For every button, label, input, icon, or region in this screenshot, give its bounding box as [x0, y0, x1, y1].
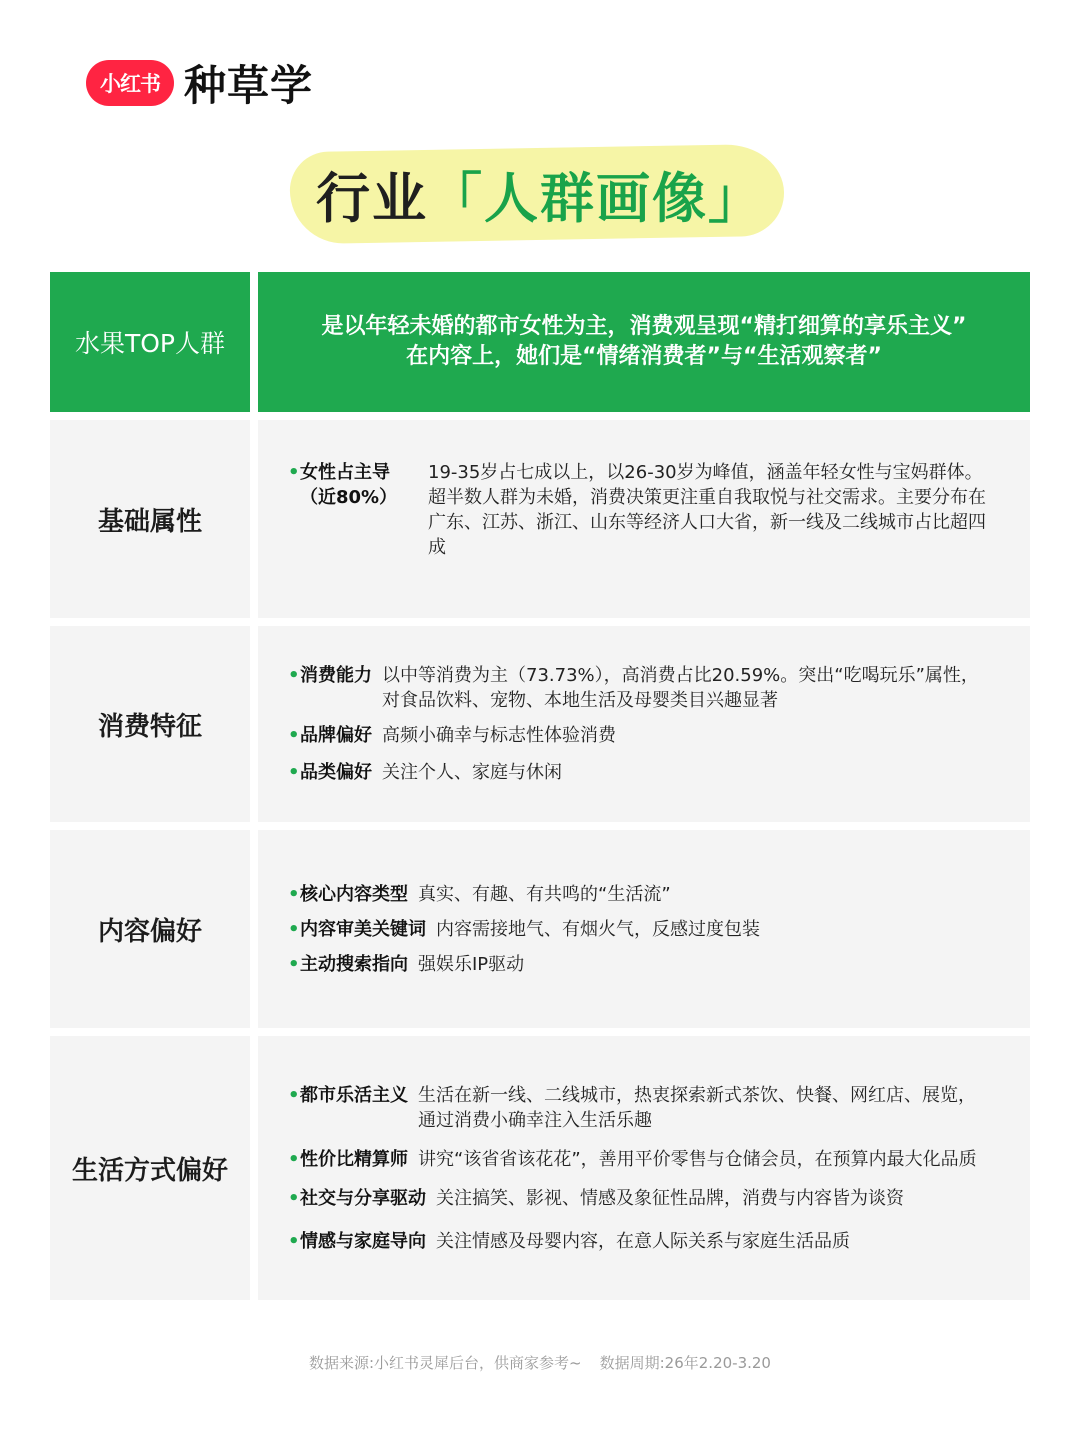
- table-header-row: [50, 272, 1030, 412]
- table-row-lifestyle: [50, 1036, 1030, 1300]
- item-key: 品类偏好: [300, 762, 372, 783]
- data-source-footer: [0, 1352, 1080, 1373]
- list-item: [288, 1186, 992, 1211]
- item-text: 关注搞笑、影视、情感及象征性品牌，消费与内容皆为谈资: [436, 1187, 904, 1209]
- header-left-cell: 水果TOP人群: [50, 272, 250, 412]
- bullet-dot-icon: •: [288, 1148, 300, 1170]
- item-key: 消费能力: [300, 665, 372, 686]
- item-text: 内容需接地气、有烟火气，反感过度包装: [436, 918, 760, 940]
- bullet-dot-icon: •: [288, 1230, 300, 1252]
- item-key: 性价比精算师: [300, 1148, 408, 1170]
- item-text: 真实、有趣、有共鸣的“生活流”: [418, 883, 671, 905]
- row-content: [258, 830, 1030, 1028]
- item-key: 主动搜索指向: [300, 953, 408, 975]
- bullet-dot-icon: •: [288, 725, 300, 746]
- table-row-content-preference: [50, 830, 1030, 1028]
- item-text: 高频小确幸与标志性体验消费: [382, 725, 616, 746]
- data-period-text: 数据周期:26年2.20-3.20: [599, 1354, 771, 1372]
- bullet-dot-icon: •: [288, 953, 300, 975]
- bullet-dot-icon: •: [288, 1187, 300, 1209]
- row-content: [258, 420, 1030, 618]
- persona-table: [50, 272, 1030, 1308]
- page-title: [290, 144, 790, 244]
- title-main: 行业: [316, 166, 428, 230]
- row-label: 内容偏好: [50, 830, 250, 1028]
- item-key: 情感与家庭导向: [300, 1230, 426, 1252]
- list-item: [288, 1229, 992, 1254]
- data-source-text: 数据来源:小红书灵犀后台，供商家参考~: [309, 1354, 582, 1372]
- bullet-dot-icon: •: [288, 1084, 300, 1106]
- item-text: 关注个人、家庭与休闲: [382, 762, 562, 783]
- bullet-dot-icon: •: [288, 883, 300, 905]
- item-text: 19-35岁占七成以上，以26-30岁为峰值，涵盖年轻女性与宝妈群体。超半数人群为未婚，消费决策更注重自我取悦与社交需求。主要分布在广东、江苏、浙江、山东等经济人口大省，新一线及二线城市占比超四成: [428, 462, 986, 558]
- list-item: [288, 723, 992, 748]
- item-key: 内容审美关键词: [300, 918, 426, 940]
- title-accent: 「人群画像」: [428, 166, 764, 230]
- item-text: 以中等消费为主（73.73%），高消费占比20.59%。突出“吃喝玩乐”属性，对食品饮料、宠物、本地生活及母婴类目兴趣显著: [382, 665, 979, 711]
- list-item: [288, 952, 992, 977]
- item-key: 社交与分享驱动: [300, 1187, 426, 1209]
- list-item: [288, 1147, 992, 1172]
- row-label: 基础属性: [50, 420, 250, 618]
- row-label: 消费特征: [50, 626, 250, 822]
- row-content: [258, 1036, 1030, 1300]
- header-summary-line-2: 在内容上，她们是“情绪消费者”与“生活观察者”: [406, 344, 882, 369]
- item-key: 品牌偏好: [300, 725, 372, 746]
- list-item: [288, 663, 992, 713]
- brand-name: 种草学: [184, 61, 314, 110]
- row-content: [258, 626, 1030, 822]
- item-text: 生活在新一线、二线城市，热衷探索新式茶饮、快餐、网红店、展览，通过消费小确幸注入生活乐趣: [418, 1084, 976, 1131]
- item-key: 都市乐活主义: [300, 1084, 408, 1106]
- item-text: 强娱乐IP驱动: [418, 953, 525, 975]
- item-text: 讲究“该省省该花花”，善用平价零售与仓储会员，在预算内最大化品质: [418, 1148, 977, 1170]
- header-summary-line-1: 是以年轻未婚的都市女性为主，消费观呈现“精打细算的享乐主义”: [321, 314, 967, 339]
- list-item: [288, 917, 992, 942]
- item-key: 核心内容类型: [300, 883, 408, 905]
- item-key: 女性占主导（近80%）: [300, 462, 398, 508]
- bullet-dot-icon: •: [288, 762, 300, 783]
- row-label: 生活方式偏好: [50, 1036, 250, 1300]
- list-item: [288, 1083, 992, 1133]
- bullet-dot-icon: •: [288, 462, 300, 483]
- item-text: 关注情感及母婴内容，在意人际关系与家庭生活品质: [436, 1230, 850, 1252]
- bullet-dot-icon: •: [288, 918, 300, 940]
- table-row-consumption: [50, 626, 1030, 822]
- table-row-basic-attributes: [50, 420, 1030, 618]
- brand-header: [86, 58, 313, 108]
- list-item: [288, 882, 992, 907]
- bullet-dot-icon: •: [288, 665, 300, 686]
- list-item: [288, 760, 992, 785]
- header-right-cell: [258, 272, 1030, 412]
- list-item: [288, 460, 992, 560]
- xiaohongshu-logo: 小红书: [86, 60, 174, 106]
